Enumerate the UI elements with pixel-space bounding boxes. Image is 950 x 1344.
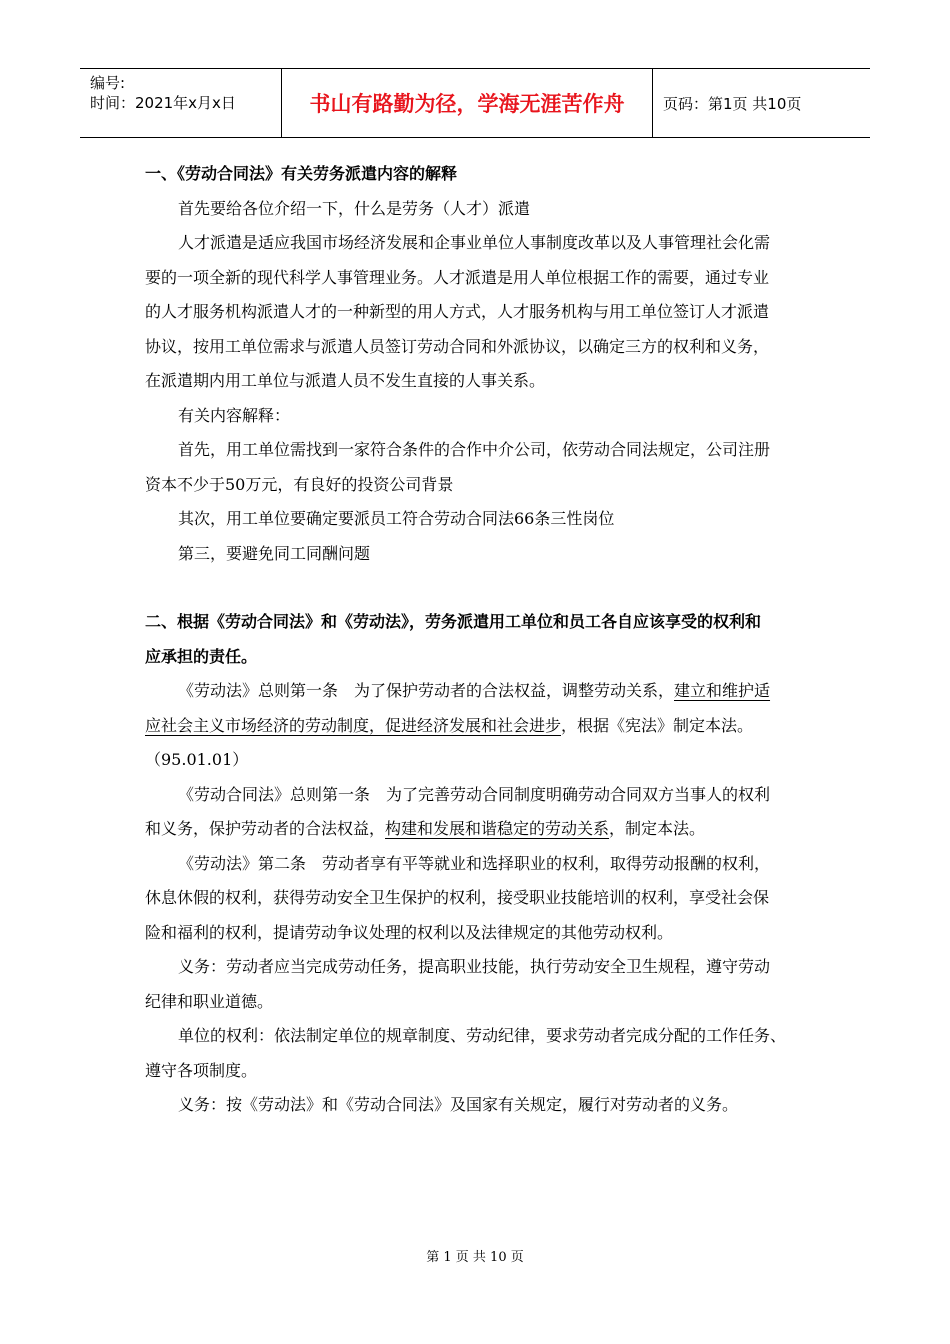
header-page-cell	[653, 69, 870, 137]
header-motto-cell	[281, 69, 653, 137]
paragraph-line	[145, 812, 815, 847]
document-date-label: 时间：2021年x月x日	[90, 94, 236, 112]
paragraph-line	[145, 674, 815, 709]
header-meta	[80, 69, 281, 137]
paragraph-line: 协议，按用工单位需求与派遣人员签订劳动合同和外派协议，以确定三方的权利和义务，	[145, 336, 770, 356]
underlined-text: 建立和维护适	[674, 681, 771, 700]
page-footer: 第 1 页 共 10 页	[426, 1250, 524, 1265]
paragraph-line	[145, 709, 815, 744]
paragraph-line: 单位的权利：依法制定单位的规章制度、劳动纪律，要求劳动者完成分配的工作任务、	[178, 1026, 787, 1045]
paragraph-line: 人才派遣是适应我国市场经济发展和企事业单位人事制度改革以及人事管理社会化需	[178, 233, 771, 252]
document-number-label: 编号:	[90, 74, 126, 92]
paragraph-line: （95.01.01）	[145, 750, 249, 769]
section-1-title: 一、《劳动合同法》有关劳务派遣内容的解释	[145, 164, 458, 183]
paragraph-line: 资本不少于50万元，有良好的投资公司背景	[145, 474, 454, 494]
paragraph-line: 纪律和职业道德。	[145, 991, 274, 1011]
paragraph-line: 《劳动法》第二条 劳动者享有平等就业和选择职业的权利，取得劳动报酬的权利，	[178, 853, 771, 873]
paragraph-line: 义务：劳动者应当完成劳动任务，提高职业技能，执行劳动安全卫生规程，遵守劳动	[178, 957, 771, 976]
text-run: ，制定本法。	[609, 819, 706, 838]
header-motto: 书山有路勤为径，学海无涯苦作舟	[309, 92, 625, 116]
paragraph-line: 《劳动合同法》总则第一条 为了完善劳动合同制度明确劳动合同双方当事人的权利	[178, 784, 771, 804]
text-run: ，根据《宪法》制定本法。	[561, 715, 754, 735]
paragraph-line: 在派遣期内用工单位与派遣人员不发生直接的人事关系。	[145, 371, 546, 390]
paragraph: 首先要给各位介绍一下，什么是劳务（人才）派遣	[178, 198, 531, 218]
paragraph-line: 要的一项全新的现代科学人事管理业务。人才派遣是用人单位根据工作的需要，通过专业	[145, 267, 770, 287]
paragraph-line: 首先，用工单位需找到一家符合条件的合作中介公司，依劳动合同法规定，公司注册	[178, 440, 771, 459]
paragraph-line: 险和福利的权利，提请劳动争议处理的权利以及法律规定的其他劳动权利。	[145, 922, 674, 942]
paragraph-line: 的人才服务机构派遣人才的一种新型的用人方式，人才服务机构与用工单位签订人才派遣	[145, 302, 770, 321]
paragraph: 有关内容解释：	[178, 405, 291, 425]
underlined-text: 构建和发展和谐稳定的劳动关系	[385, 819, 610, 838]
paragraph: 义务：按《劳动法》和《劳动合同法》及国家有关规定，履行对劳动者的义务。	[178, 1095, 739, 1114]
section-gap	[145, 571, 815, 605]
underlined-text: 应社会主义市场经济的劳动制度，促进经济发展和社会进步	[145, 715, 562, 735]
section-2-title-cont: 应承担的责任。	[145, 646, 258, 666]
document-body	[145, 157, 815, 1123]
text-run: 《劳动法》总则第一条 为了保护劳动者的合法权益，调整劳动关系，	[178, 681, 675, 700]
text-run: 和义务，保护劳动者的合法权益，	[145, 819, 386, 838]
section-2-title: 二、根据《劳动合同法》和《劳动法》，劳务派遣用工单位和员工各自应该享受的权利和	[145, 612, 762, 631]
header-page-label: 页码：第1页 共10页	[663, 94, 802, 113]
paragraph: 其次，用工单位要确定要派员工符合劳动合同法66条三性岗位	[178, 509, 615, 528]
document-header	[80, 68, 870, 138]
paragraph-line: 休息休假的权利，获得劳动安全卫生保护的权利，接受职业技能培训的权利，享受社会保	[145, 888, 770, 907]
paragraph: 第三，要避免同工同酬问题	[178, 543, 371, 563]
paragraph-line: 遵守各项制度。	[145, 1060, 258, 1080]
